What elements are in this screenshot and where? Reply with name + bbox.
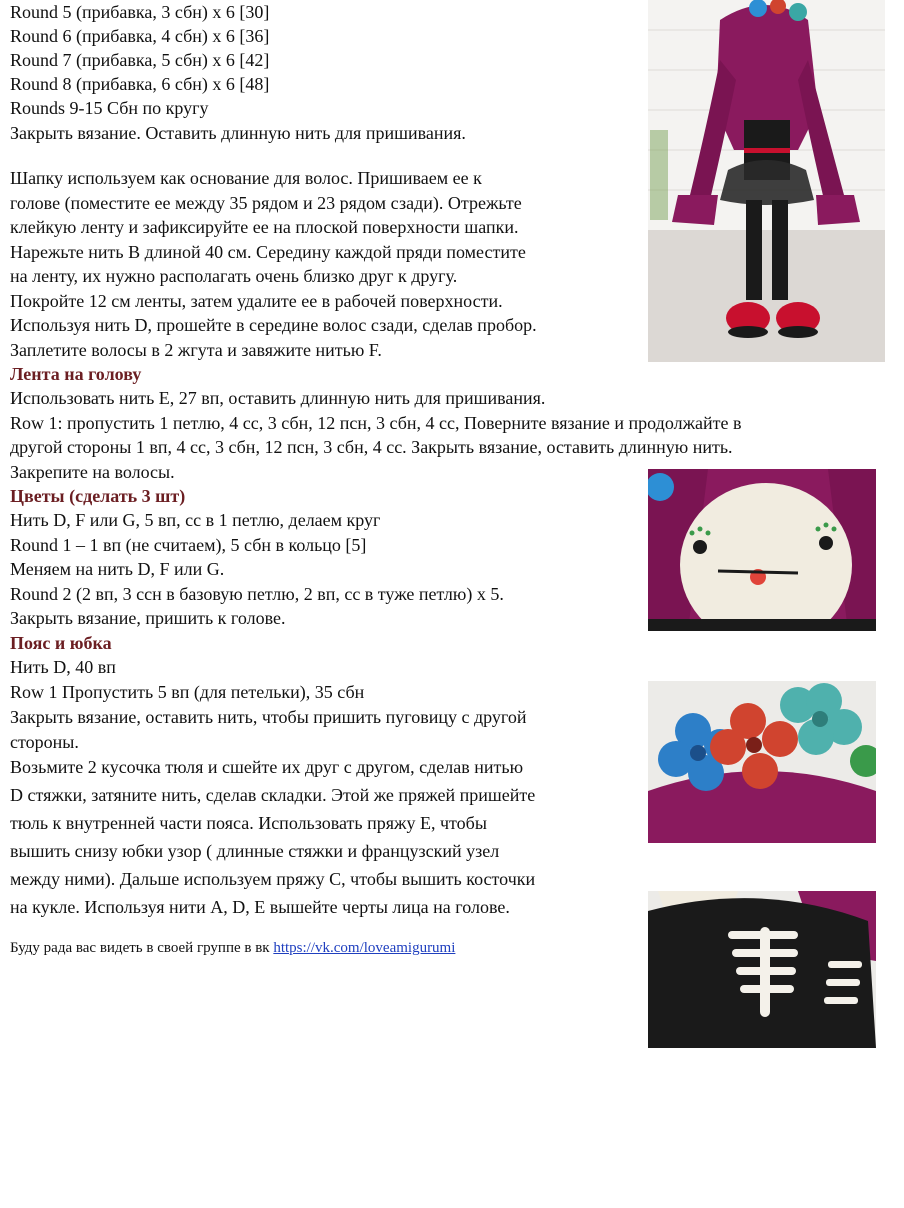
text-line: Round 5 (прибавка, 3 сбн) х 6 [30] (10, 2, 270, 22)
text-line: между ними). Дальше используем пряжу C, чтобы вышить косточки (10, 869, 536, 889)
text-line: Round 1 – 1 вп (не считаем), 5 сбн в кольцо [5] (10, 535, 367, 555)
text-line: Round 7 (прибавка, 5 сбн) х 6 [42] (10, 50, 270, 70)
text-line: Rounds 9-15 Сбн по кругу (10, 98, 209, 118)
doll-back-photo (648, 0, 885, 362)
doll-face-photo (648, 469, 876, 631)
text-line: Заплетите волосы в 2 жгута и завяжите нитью F. (10, 340, 382, 360)
flowers-photo (648, 681, 876, 843)
vk-group-link[interactable]: https://vk.com/loveamigurumi (273, 940, 456, 956)
section-heading: Цветы (сделать 3 шт) (10, 486, 186, 506)
text-line: тюль к внутренней части пояса. Использовать пряжу E, чтобы (10, 813, 487, 833)
text-line: Round 8 (прибавка, 6 сбн) х 6 [48] (10, 74, 270, 94)
text-line: клейкую ленту и зафиксируйте ее на плоской поверхности шапки. (10, 217, 519, 237)
text-line: Закрыть вязание, оставить нить, чтобы пришить пуговицу с другой (10, 707, 527, 727)
text-line: Нить D, 40 вп (10, 657, 116, 677)
section-heading: Пояс и юбка (10, 633, 112, 653)
text-line: другой стороны 1 вп, 4 сс, 3 сбн, 12 псн, 3 сбн, 4 сс. Закрыть вязание, оставить длинную нить. (10, 437, 733, 457)
text-line: вышить снизу юбки узор ( длинные стяжки и французский узел (10, 841, 500, 861)
text-line: Покройте 12 см ленты, затем удалите ее в рабочей поверхности. (10, 291, 503, 311)
text-line: Закрыть вязание, пришить к голове. (10, 608, 286, 628)
text-line: Используя нить D, прошейте в середине волос сзади, сделав пробор. (10, 315, 537, 335)
skeleton-embroidery-photo (648, 891, 876, 1048)
text-line: Нарежьте нить B длиной 40 см. Середину каждой пряди поместите (10, 242, 526, 262)
footer-note (10, 936, 455, 960)
text-line: голове (поместите ее между 35 рядом и 23 рядом сзади). Отрежьте (10, 193, 522, 213)
text-line: на кукле. Используя нити A, D, E вышейте черты лица на голове. (10, 897, 510, 917)
text-line: Row 1 Пропустить 5 вп (для петельки), 35 сбн (10, 682, 365, 702)
footer-text: Буду рада вас видеть в своей группе в вк (10, 940, 274, 956)
text-line: Row 1: пропустить 1 петлю, 4 сс, 3 сбн, 12 псн, 3 сбн, 4 сс, Поверните вязание и продолжайте в (10, 413, 742, 433)
text-line: Закрепите на волосы. (10, 462, 175, 482)
text-line: Закрыть вязание. Оставить длинную нить для пришивания. (10, 123, 466, 143)
text-line: на ленту, их нужно располагать очень близко друг к другу. (10, 266, 458, 286)
text-line: Round 6 (прибавка, 4 сбн) х 6 [36] (10, 26, 270, 46)
text-line: Round 2 (2 вп, 3 ссн в базовую петлю, 2 вп, сс в туже петлю) х 5. (10, 584, 504, 604)
text-line: стороны. (10, 732, 79, 752)
text-line: D стяжки, затяните нить, сделав складки. Этой же пряжей пришейте (10, 785, 536, 805)
section-heading: Лента на голову (10, 364, 142, 384)
text-line: Нить D, F или G, 5 вп, сс в 1 петлю, делаем круг (10, 510, 381, 530)
text-line: Шапку используем как основание для волос. Пришиваем ее к (10, 168, 482, 188)
text-line: Возьмите 2 кусочка тюля и сшейте их друг с другом, сделав нитью (10, 757, 524, 777)
text-line: Использовать нить E, 27 вп, оставить длинную нить для пришивания. (10, 388, 546, 408)
text-line: Меняем на нить D, F или G. (10, 559, 225, 579)
